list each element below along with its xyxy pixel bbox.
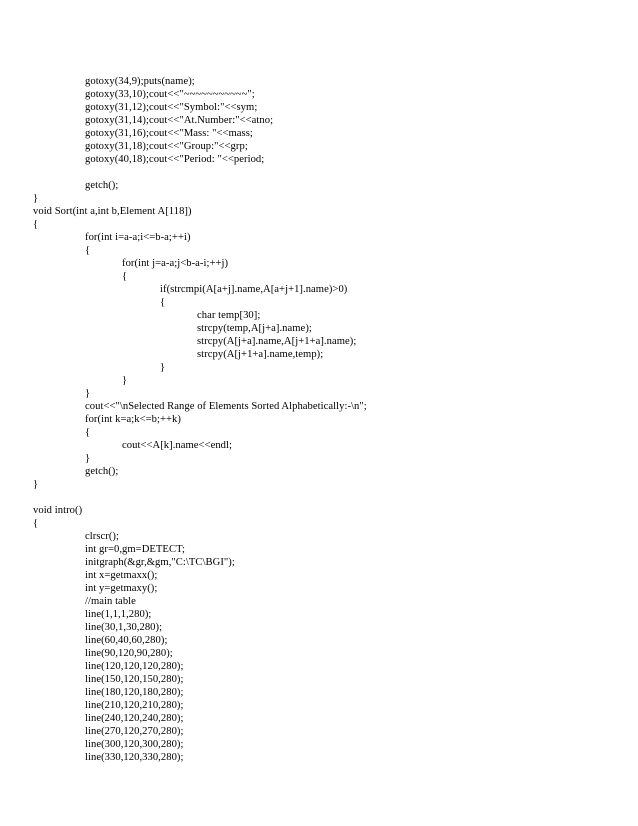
code-line: line(270,120,270,280); (85, 726, 184, 737)
code-line: line(1,1,1,280); (85, 609, 152, 620)
code-line: if(strcmpi(A[a+j].name,A[a+j+1].name)>0) (160, 284, 348, 295)
code-line: } (33, 479, 39, 490)
code-line: char temp[30]; (197, 310, 261, 321)
code-line: strcpy(A[j+1+a].name,temp); (197, 349, 324, 360)
code-line: for(int j=a-a;j<b-a-i;++j) (122, 258, 229, 269)
code-line: strcpy(temp,A[j+a].name); (197, 323, 312, 334)
code-line: } (122, 375, 128, 386)
code-line: cout<<"\nSelected Range of Elements Sorted Alphabetically:-\n"; (85, 401, 367, 412)
code-line: getch(); (85, 466, 119, 477)
code-line: void intro() (33, 505, 83, 516)
code-line: gotoxy(31,18);cout<<"Group:"<<grp; (85, 141, 248, 152)
code-line: gotoxy(33,10);cout<<"~~~~~~~~~~~"; (85, 89, 255, 100)
code-line: line(60,40,60,280); (85, 635, 168, 646)
code-line: gotoxy(34,9);puts(name); (85, 76, 195, 87)
code-line: cout<<A[k].name<<endl; (122, 440, 233, 451)
code-line: } (85, 388, 91, 399)
code-line: line(90,120,90,280); (85, 648, 173, 659)
code-line: { (33, 518, 39, 529)
code-line: gotoxy(40,18);cout<<"Period: "<<period; (85, 154, 265, 165)
code-line: line(120,120,120,280); (85, 661, 184, 672)
code-line: line(300,120,300,280); (85, 739, 184, 750)
code-line: getch(); (85, 180, 119, 191)
code-line: for(int k=a;k<=b;++k) (85, 414, 181, 425)
code-line: { (122, 271, 128, 282)
code-line: int gr=0,gm=DETECT; (85, 544, 185, 555)
code-line: } (160, 362, 166, 373)
code-line: gotoxy(31,16);cout<<"Mass: "<<mass; (85, 128, 253, 139)
code-line: line(150,120,150,280); (85, 674, 184, 685)
code-line: { (160, 297, 166, 308)
code-line: //main table (85, 596, 136, 607)
code-line: clrscr(); (85, 531, 119, 542)
code-line: for(int i=a-a;i<=b-a;++i) (85, 232, 191, 243)
code-line: line(180,120,180,280); (85, 687, 184, 698)
code-line: line(30,1,30,280); (85, 622, 163, 633)
code-line: { (85, 427, 91, 438)
code-line: { (33, 219, 39, 230)
code-line: line(330,120,330,280); (85, 752, 184, 763)
code-line: gotoxy(31,14);cout<<"At.Number:"<<atno; (85, 115, 274, 126)
code-line: gotoxy(31,12);cout<<"Symbol:"<<sym; (85, 102, 258, 113)
code-line: } (33, 193, 39, 204)
code-line: { (85, 245, 91, 256)
code-line: int x=getmaxx(); (85, 570, 158, 581)
code-line: initgraph(&gr,&gm,"C:\TC\BGI"); (85, 557, 235, 568)
code-line: line(240,120,240,280); (85, 713, 184, 724)
code-line: void Sort(int a,int b,Element A[118]) (33, 206, 192, 217)
code-line: int y=getmaxy(); (85, 583, 158, 594)
code-line: line(210,120,210,280); (85, 700, 184, 711)
code-line: strcpy(A[j+a].name,A[j+1+a].name); (197, 336, 357, 347)
code-line: } (85, 453, 91, 464)
